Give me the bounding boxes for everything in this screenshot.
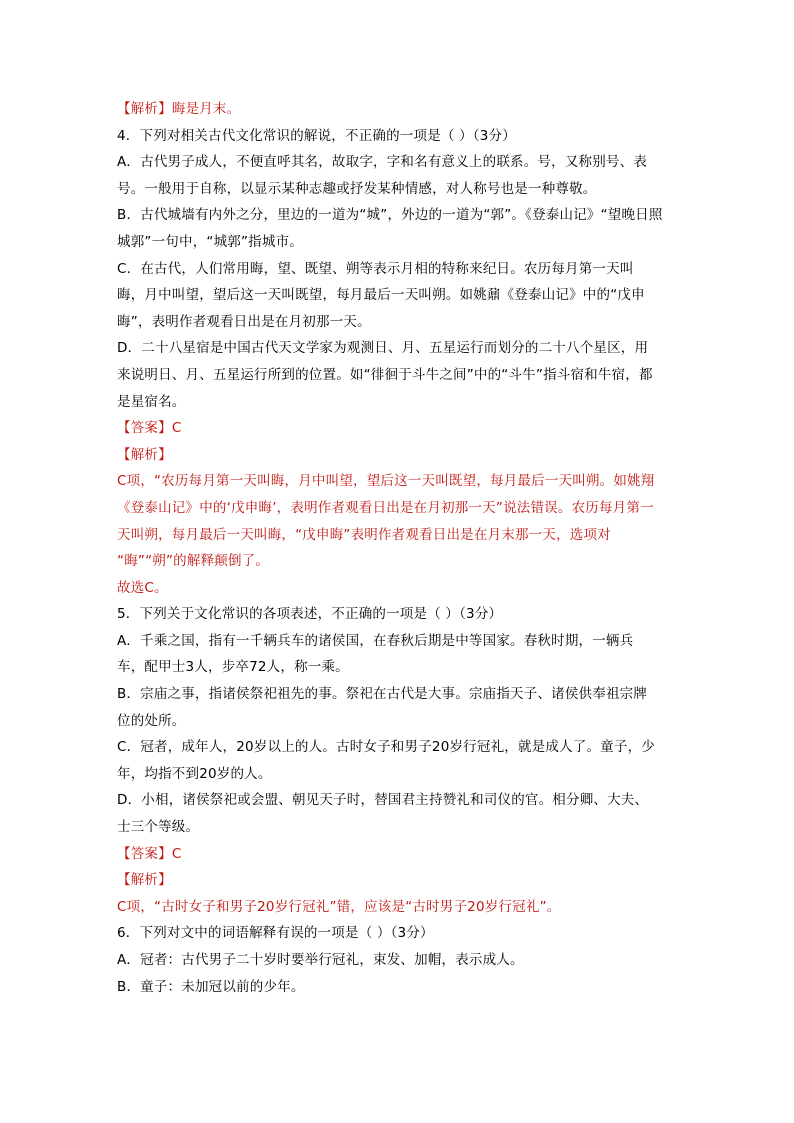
text-line [117,202,677,229]
text-span: 【答案】 [117,420,172,437]
text-span: 晦，月中叫望，望后这一天叫既望，每月最后一天叫朔。如姚鼐《登泰山记》中的“戊申 [117,287,645,304]
text-span: 是星宿名。 [117,393,186,410]
text-line [117,256,677,283]
text-line [117,867,677,894]
text-span: 《登泰山记》中的‘戊申晦’，表明作者观看日出是在月初那一天”说法错误。农历每月第一 [117,499,654,516]
text-span: 【答案】 [117,845,172,862]
text-span: 士三个等级。 [117,819,200,836]
text-span: 6．下列对文中的词语解释有误的一项是（ ）（3分） [117,925,434,942]
text-line [117,123,677,150]
text-span: A．冠者：古代男子二十岁时要举行冠礼，束发、加帽，表示成人。 [117,952,524,968]
text-span: B．童子：未加冠以前的少年。 [117,978,305,995]
text-span: 天叫朔，每月最后一天叫晦，“戊申晦”表明作者观看日出是在月末那一天，选项对 [117,526,611,543]
text-line [117,415,677,442]
text-line [117,628,677,655]
text-span: D．二十八星宿是中国古代天文学家为观测日、月、五星运行而划分的二十八个星区，用 [117,340,649,357]
text-span: C项，“古时女子和男子20岁行冠礼”错，应该是“古时男子20岁行冠礼”。 [117,898,561,915]
text-line [117,176,677,203]
text-span: D．小相，诸侯祭祀或会盟、朝见天子时，替国君主持赞礼和司仪的官。相分卿、大夫、 [117,792,649,809]
text-span: 号。一般用于自称，以显示某种志趣或抒发某种情感，对人称号也是一种尊敬。 [117,180,597,197]
document-body [117,96,677,1000]
text-span: C．冠者，成年人，20岁以上的人。古时女子和男子20岁行冠礼，就是成人了。童子，少 [117,739,655,756]
text-line [117,442,677,469]
text-span: 【解析】 [117,872,172,889]
text-span: 4．下列对相关古代文化常识的解说，不正确的一项是（ ）（3分） [117,127,516,144]
text-line [117,335,677,362]
text-span: C．在古代，人们常用晦，望、既望、朔等表示月相的特称来纪日。农历每月第一天叫 [117,260,634,277]
text-span: 【解析】 [117,101,172,117]
text-span: 车，配甲士3人，步卒72人，称一乘。 [117,659,349,676]
text-line [117,654,677,681]
text-line [117,229,677,256]
text-span: C [171,845,182,862]
text-span: 年，均指不到20岁的人。 [117,765,272,782]
text-line [117,814,677,841]
text-span: 城郭”一句中，“城郭”指城市。 [117,233,303,250]
text-line [117,389,677,416]
text-line [117,362,677,389]
text-line [117,309,677,336]
text-line [117,841,677,868]
text-span: B．宗庙之事，指诸侯祭祀祖先的事。祭祀在古代是大事。宗庙指天子、诸侯供奉祖宗牌 [117,686,648,703]
text-line [117,96,677,123]
text-line [117,495,677,522]
text-line [117,708,677,735]
text-span: 晦是月末。 [171,101,241,117]
text-line [117,522,677,549]
text-line [117,282,677,309]
text-span: A．古代男子成人，不便直呼其名，故取字，字和名有意义上的联系。号，又称别号、表 [117,154,648,171]
text-span: 故选C。 [117,579,168,596]
text-span: “晦”“朔”的解释颠倒了。 [117,553,270,570]
text-span: C [171,420,182,437]
text-span: 晦”，表明作者观看日出是在月初那一天。 [117,313,371,330]
text-line [117,149,677,176]
text-span: A．千乘之国，指有一千辆兵车的诸侯国，在春秋后期是中等国家。春秋时期，一辆兵 [117,632,634,649]
text-span: 位的处所。 [117,712,186,729]
text-line [117,787,677,814]
text-span: 【解析】 [117,446,172,463]
text-line [117,601,677,628]
text-line [117,734,677,761]
text-line [117,468,677,495]
text-line [117,974,677,1001]
text-line [117,947,677,974]
text-span: 5．下列关于文化常识的各项表述，不正确的一项是（ ）（3分） [117,606,503,623]
text-line [117,548,677,575]
text-span: B．古代城墙有内外之分，里边的一道为“城”，外边的一道为“郭”。《登泰山记》“望晚日照 [117,207,663,224]
text-span: C项，“农历每月第一天叫晦，月中叫望，望后这一天叫既望，每月最后一天叫朔。如姚翔 [117,473,655,490]
text-line [117,761,677,788]
text-line [117,894,677,921]
text-span: 来说明日、月、五星运行所到的位置。如“徘徊于斗牛之间”中的“斗牛”指斗宿和牛宿，都 [117,366,653,383]
text-line [117,920,677,947]
text-line [117,681,677,708]
text-line [117,575,677,602]
